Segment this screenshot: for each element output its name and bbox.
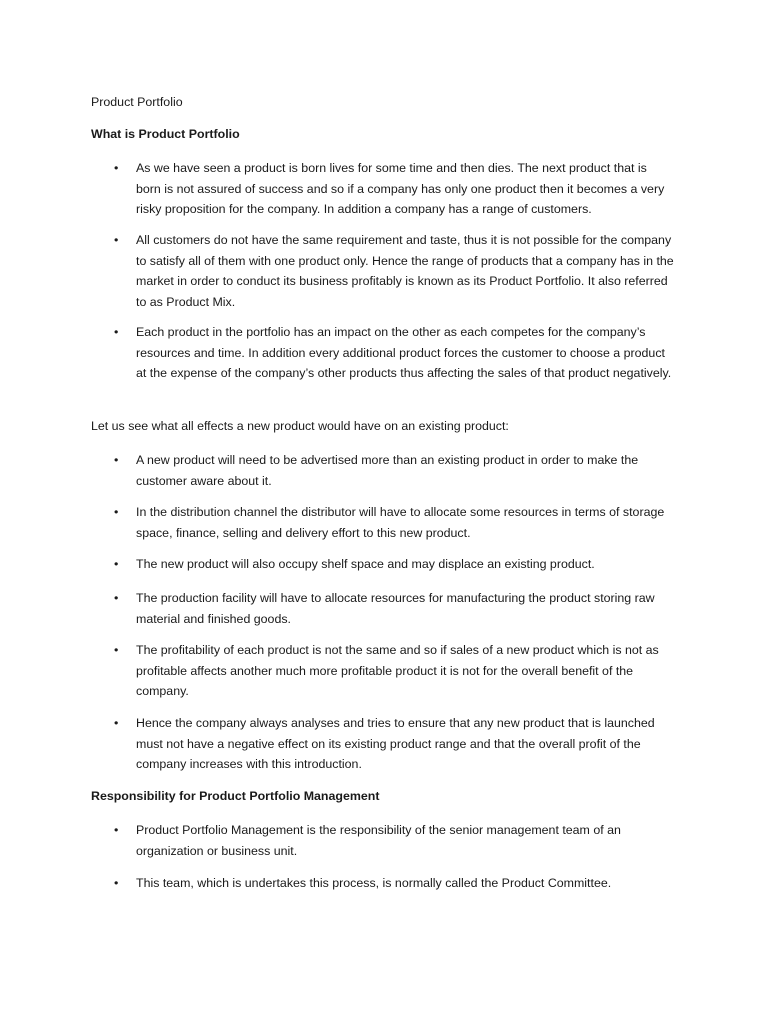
list-item-text: The production facility will have to allocate resources for manufacturing the product storing raw material and finished goods. xyxy=(136,591,655,626)
list-item-text: All customers do not have the same requirement and taste, thus it is not possible for the company to satisfy all of them with one product only. Hence the range of products that a company has in the market in order to conduct its business profitably is known as its Product Portfolio. It also referred to as Product Mix. xyxy=(136,233,674,309)
bullet-marker: • xyxy=(114,325,119,339)
bullet-marker: • xyxy=(114,716,119,730)
intro-paragraph: Let us see what all effects a new product would have on an existing product: xyxy=(91,419,509,433)
document-title: Product Portfolio xyxy=(91,95,183,109)
bullet-marker: • xyxy=(114,557,119,571)
list-item-text: Each product in the portfolio has an impact on the other as each competes for the company’s resources and time. In addition every additional product forces the customer to choose a product at the expense of the company’s other products thus affecting the sales of that product negatively. xyxy=(136,325,672,380)
list-item-text: A new product will need to be advertised more than an existing product in order to make the customer aware about it. xyxy=(136,453,639,488)
list-item-text: As we have seen a product is born lives for some time and then dies. The next product that is born is not assured of success and so if a company has only one product then it becomes a very risky proposition for the company. In addition a company has a range of customers. xyxy=(136,161,665,216)
bullet-marker: • xyxy=(114,591,119,605)
bullet-marker: • xyxy=(114,453,119,467)
list-item-text: The new product will also occupy shelf space and may displace an existing product. xyxy=(136,557,595,571)
bullet-marker: • xyxy=(114,876,119,890)
list-item-text: In the distribution channel the distributor will have to allocate some resources in terms of storage space, finance, selling and delivery effort to this new product. xyxy=(136,505,665,540)
list-item-text: Product Portfolio Management is the responsibility of the senior management team of an organization or business unit. xyxy=(136,823,621,858)
bullet-marker: • xyxy=(114,161,119,175)
bullet-marker: • xyxy=(114,823,119,837)
list-item-text: The profitability of each product is not the same and so if sales of a new product which is not as profitable affects another much more profitable product it is not for the overall benefit of the company. xyxy=(136,643,659,698)
bullet-marker: • xyxy=(114,233,119,247)
bullet-marker: • xyxy=(114,643,119,657)
section-heading-what-is: What is Product Portfolio xyxy=(91,127,240,141)
bullet-marker: • xyxy=(114,505,119,519)
section-heading-responsibility: Responsibility for Product Portfolio Management xyxy=(91,789,380,803)
list-item-text: Hence the company always analyses and tries to ensure that any new product that is launched must not have a negative effect on its existing product range and that the overall profit of the company increases with this introduction. xyxy=(136,716,655,771)
list-item-text: This team, which is undertakes this process, is normally called the Product Committee. xyxy=(136,876,612,890)
